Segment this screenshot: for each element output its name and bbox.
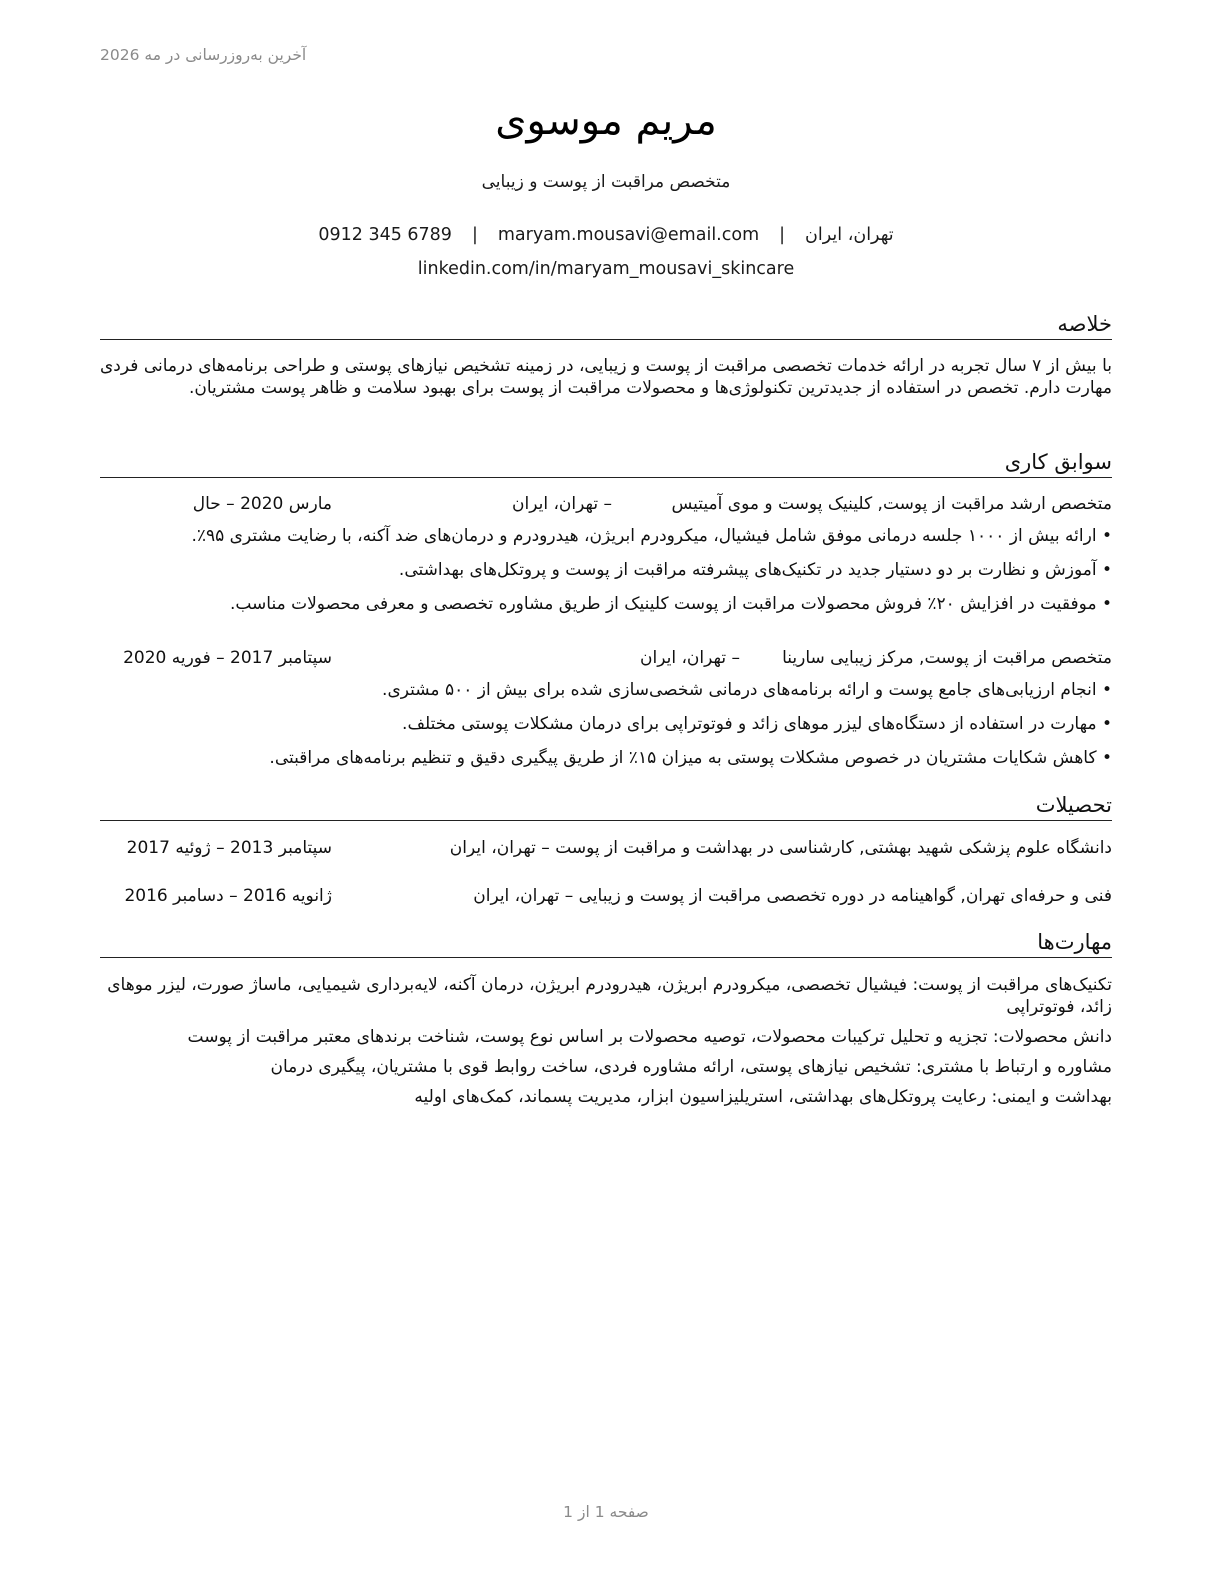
job-bullets <box>100 679 1112 781</box>
skill-item: مشاوره و ارتباط با مشتری: تشخیص نیازهای پوستی، ارائه مشاوره فردی، ساخت روابط قوی با مشتریان، پیگیری درمان <box>270 1057 1112 1077</box>
separator: | <box>471 225 478 245</box>
job-role: متخصص ارشد مراقبت از پوست, کلینیک پوست و موی آمیتیس <box>671 494 1112 514</box>
job-bullet: • ارائه بیش از ۱۰۰۰ جلسه درمانی موفق شامل فیشیال، میکرودرم ابریژن، هیدرودرم و درمان‌های ضد آکنه، با رضایت مشتری ۹۵٪. <box>100 525 1112 559</box>
job-bullets <box>100 525 1112 627</box>
linkedin-link[interactable]: linkedin.com/in/maryam_mousavi_skincare <box>417 259 795 279</box>
job-bullet: • مهارت در استفاده از دستگاه‌های لیزر موهای زائد و فوتوتراپی برای درمان مشکلات پوستی مختلف. <box>100 713 1112 747</box>
education-text: دانشگاه علوم پزشکی شهید بهشتی, کارشناسی در بهداشت و مراقبت از پوست – تهران، ایران <box>449 838 1112 858</box>
person-name: مریم موسوی <box>495 98 717 144</box>
section-heading-education: تحصیلات <box>100 791 1112 821</box>
job-header <box>100 494 1112 518</box>
summary-text: با بیش از ۷ سال تجربه در ارائه خدمات تخصصی مراقبت از پوست و زیبایی، در زمینه تشخیص نیازهای پوستی و طراحی برنامه‌های درمانی فردی مهارت دارم. تخصص در استفاده از جدیدترین تکنولوژی‌ها و محصولات مراقبت از پوست برای بهبود سلامت و ظاهر پوست مشتریان. <box>100 356 1112 398</box>
job-bullet: • کاهش شکایات مشتریان در خصوص مشکلات پوستی به میزان ۱۵٪ از طریق پیگیری دقیق و تنظیم برنامه‌های مراقبتی. <box>100 747 1112 781</box>
section-heading-experience: سوابق کاری <box>100 448 1112 478</box>
location-text: تهران، ایران <box>805 225 894 245</box>
section-heading-skills: مهارت‌ها <box>100 928 1112 958</box>
separator: | <box>779 225 786 245</box>
education-item <box>100 838 1112 862</box>
job-dates: سپتامبر 2017 – فوریه 2020 <box>123 648 332 668</box>
job-header <box>100 648 1112 672</box>
skill-item: بهداشت و ایمنی: رعایت پروتکل‌های بهداشتی، استریلیزاسیون ابزار، مدیریت پسماند، کمک‌های اولیه <box>414 1087 1112 1107</box>
contact-line <box>100 225 1112 245</box>
job-bullet: • آموزش و نظارت بر دو دستیار جدید در تکنیک‌های پیشرفته مراقبت از پوست و پروتکل‌های بهداشتی. <box>100 559 1112 593</box>
job-title: متخصص مراقبت از پوست و زیبایی <box>481 172 731 192</box>
email-link[interactable]: maryam.mousavi@email.com <box>497 225 760 245</box>
job-dates: مارس 2020 – حال <box>192 494 332 514</box>
job-role: متخصص مراقبت از پوست, مرکز زیبایی سارینا <box>782 648 1112 668</box>
job-location: – تهران، ایران <box>640 648 740 668</box>
education-text: فنی و حرفه‌ای تهران, گواهینامه در دوره تخصصی مراقبت از پوست و زیبایی – تهران، ایران <box>473 886 1112 906</box>
job-bullet: • موفقیت در افزایش ۲۰٪ فروش محصولات مراقبت از پوست کلینیک از طریق مشاوره تخصصی و معرفی محصولات مناسب. <box>100 593 1112 627</box>
page-number: صفحه 1 از 1 <box>563 1503 649 1521</box>
skills-list <box>100 974 1112 1116</box>
resume-page <box>100 0 1112 1584</box>
phone-text: 0912 345 6789 <box>318 225 452 245</box>
education-dates: سپتامبر 2013 – ژوئیه 2017 <box>126 838 332 858</box>
job-location: – تهران، ایران <box>512 494 612 514</box>
education-item <box>100 886 1112 910</box>
education-dates: ژانویه 2016 – دسامبر 2016 <box>124 886 332 906</box>
skill-item: دانش محصولات: تجزیه و تحلیل ترکیبات محصولات، توصیه محصولات بر اساس نوع پوست، شناخت برندهای معتبر مراقبت از پوست <box>187 1027 1112 1047</box>
section-heading-summary: خلاصه <box>100 310 1112 340</box>
skill-item: تکنیک‌های مراقبت از پوست: فیشیال تخصصی، میکرودرم ابریژن، هیدرودرم ابریژن، درمان آکنه، لایه‌برداری شیمیایی، ماساژ صورت، لیزر موهای زائد، فوتوتراپی <box>107 975 1112 1017</box>
job-bullet: • انجام ارزیابی‌های جامع پوست و ارائه برنامه‌های درمانی شخصی‌سازی شده برای بیش از ۵۰۰ مشتری. <box>100 679 1112 713</box>
last-updated-note: آخرین به‌روزرسانی در مه 2026 <box>100 46 307 64</box>
